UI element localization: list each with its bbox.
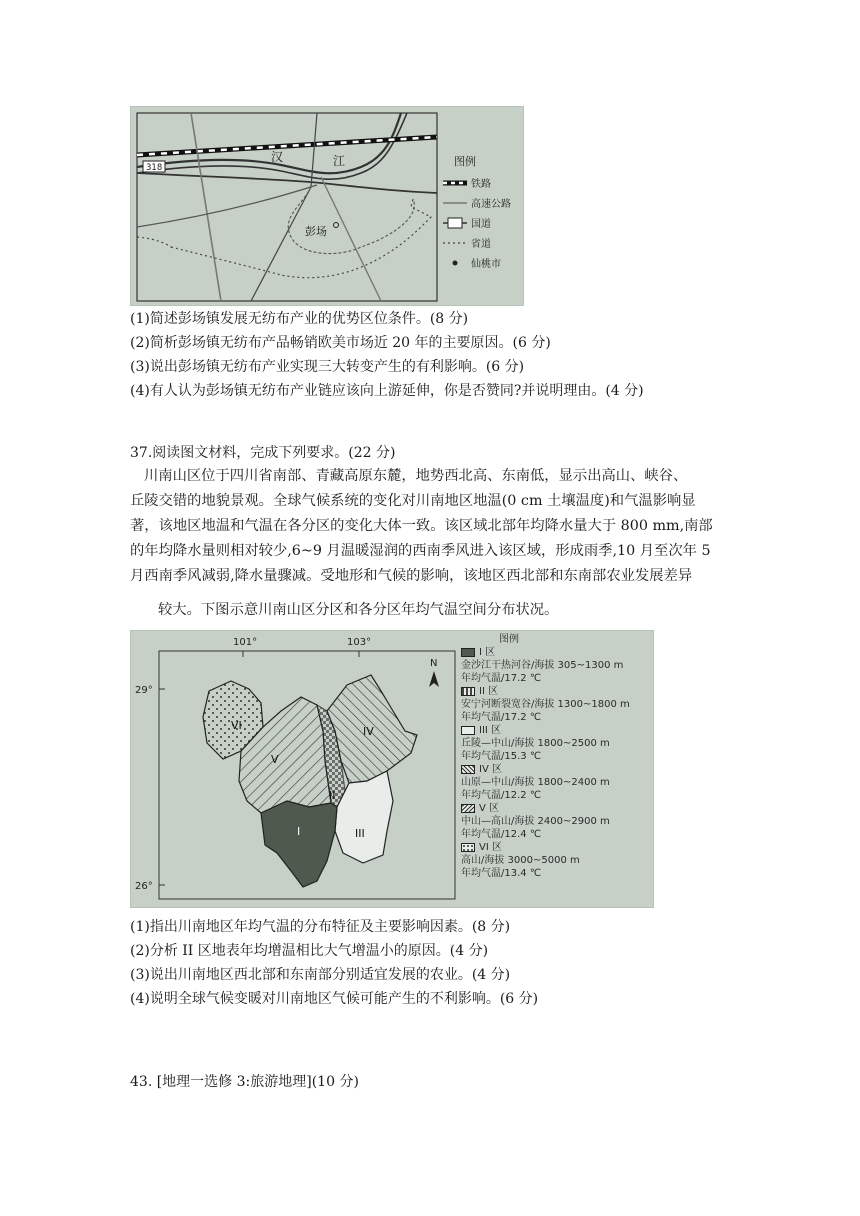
- road-ns: [251, 113, 317, 301]
- legend-item-vi-desc: 高山/海拔 3000~5000 m: [461, 855, 580, 866]
- legend-item-v-name: V 区: [479, 803, 500, 814]
- q37-line-5: 月西南季风减弱,降水量骤减。受地形和气候的影响，该地区西北部和东南部农业发展差异: [130, 568, 693, 584]
- q37-line-4: 的年均降水量则相对较少,6~9 月温暖湿润的西南季风进入该区域，形成雨季,10 月至次年 5: [130, 543, 711, 559]
- han-label: 汉: [271, 150, 284, 164]
- legend-item-vi-name: VI 区: [479, 842, 502, 853]
- legend-item-vi: [461, 841, 651, 880]
- legend-highway-label: 高速公路: [471, 199, 511, 210]
- q37-question-4: (4)说明全球气候变暖对川南地区气候可能产生的不利影响。(6 分): [130, 991, 539, 1007]
- town-boundary: [288, 187, 414, 254]
- legend-highway: [443, 197, 511, 210]
- legend-item-iii: [461, 724, 651, 763]
- q37-heading: 37.阅读图文材料，完成下列要求。(22 分): [130, 445, 396, 461]
- legend-railway-label: 铁路: [471, 179, 491, 190]
- q37-question-2: (2)分析 II 区地表年均增温相比大气增温小的原因。(4 分): [130, 943, 489, 959]
- provincial-road: [171, 199, 431, 278]
- q37-question-1: (1)指出川南地区年均气温的分布特征及主要影响因素。(8 分): [130, 919, 511, 935]
- legend-item-i: [461, 646, 651, 685]
- legend-item-ii-temp: 年均气温/17.2 ℃: [461, 712, 542, 723]
- legend-item-ii-name: II 区: [479, 686, 499, 697]
- swatch-ii: [461, 687, 475, 696]
- q37-question-3: (3)说出川南地区西北部和东南部分别适宜发展的农业。(4 分): [130, 967, 511, 983]
- legend-provincial-road: [443, 237, 491, 250]
- lon-label-101: 101°: [233, 637, 258, 648]
- legend-city: [453, 257, 502, 270]
- legend-item-v: [461, 802, 651, 841]
- q37-line-3: 著，该地区地温和气温在各分区的变化大体一致。该区域北部年均降水量大于 800 mm,南部: [130, 518, 713, 534]
- map2-legend: [461, 633, 651, 880]
- legend-provincial-road-label: 省道: [471, 239, 491, 250]
- region-label-iv: IV: [363, 725, 374, 738]
- north-arrow: [429, 671, 439, 687]
- national-road: [137, 173, 437, 193]
- region-label-i: I: [297, 825, 301, 838]
- swatch-vi: [461, 843, 475, 852]
- q36-question-2: (2)简析彭场镇无纺布产品畅销欧美市场近 20 年的主要原因。(6 分): [130, 335, 551, 351]
- road-west: [137, 185, 317, 227]
- legend-item-vi-temp: 年均气温/13.4 ℃: [461, 868, 542, 879]
- legend-railway: [443, 177, 491, 190]
- legend-national-road: [443, 217, 491, 230]
- legend-item-iv: [461, 763, 651, 802]
- legend-item-iv-name: IV 区: [479, 764, 502, 775]
- swatch-i: [461, 648, 475, 657]
- map-figure-pengchang: [130, 106, 524, 306]
- swatch-v: [461, 804, 475, 813]
- legend-item-iii-name: III 区: [479, 725, 502, 736]
- region-label-iii: III: [355, 827, 365, 840]
- legend-item-iv-temp: 年均气温/12.2 ℃: [461, 790, 542, 801]
- road-number-label: 318: [146, 163, 163, 173]
- map-pengchang-svg: [131, 107, 523, 305]
- swatch-iv: [461, 765, 475, 774]
- q37-paragraph: [130, 464, 730, 589]
- legend-national-road-label: 国道: [471, 219, 491, 230]
- legend-title: 图例: [454, 155, 476, 168]
- highway-2: [321, 177, 381, 301]
- region-label-v: V: [271, 753, 279, 766]
- legend-item-i-name: I 区: [479, 647, 496, 658]
- q36-question-1: (1)简述彭场镇发展无纺布产业的优势区位条件。(8 分): [130, 311, 469, 327]
- legend-item-v-desc: 中山—高山/海拔 2400~2900 m: [461, 816, 610, 827]
- q37-paragraph-tail: 较大。下图示意川南山区分区和各分区年均气温空间分布状况。: [158, 602, 559, 618]
- highway-1: [191, 113, 221, 301]
- legend-item-i-desc: 金沙江干热河谷/海拔 305~1300 m: [461, 660, 624, 671]
- legend-item-iv-desc: 山原—中山/海拔 1800~2400 m: [461, 777, 610, 788]
- region-label-vi: VI: [231, 719, 242, 732]
- legend-item-iii-desc: 丘陵—中山/海拔 1800~2500 m: [461, 738, 610, 749]
- legend-city-label: 仙桃市: [471, 259, 501, 270]
- region-i: [261, 801, 337, 887]
- jiang-label: 江: [333, 154, 346, 168]
- swatch-iii: [461, 726, 475, 735]
- north-label: N: [430, 658, 438, 669]
- map-figure-sichuan-south: [130, 630, 654, 908]
- q36-question-3: (3)说出彭场镇无纺布产业实现三大转变产生的有利影响。(6 分): [130, 359, 525, 375]
- q36-question-4: (4)有人认为彭场镇无纺布产业链应该向上游延伸，你是否赞同?并说明理由。(4 分): [130, 383, 644, 399]
- town-label: 彭场: [305, 225, 327, 238]
- legend-item-ii-desc: 安宁河断裂宽谷/海拔 1300~1800 m: [461, 699, 630, 710]
- map2-legend-title: 图例: [499, 634, 519, 645]
- lat-label-26: 26°: [135, 881, 153, 892]
- legend-item-v-temp: 年均气温/12.4 ℃: [461, 829, 542, 840]
- legend-item-ii: [461, 685, 651, 724]
- legend-item-i-temp: 年均气温/17.2 ℃: [461, 673, 542, 684]
- region-label-ii: II: [329, 789, 336, 802]
- q43-heading: 43. [地理一选修 3:旅游地理](10 分): [130, 1074, 359, 1090]
- town-marker: [334, 223, 339, 228]
- legend-item-iii-temp: 年均气温/15.3 ℃: [461, 751, 542, 762]
- lat-label-29: 29°: [135, 685, 153, 696]
- lon-label-103: 103°: [347, 637, 372, 648]
- q37-line-2: 丘陵交错的地貌景观。全球气候系统的变化对川南地区地温(0 cm 土壤温度)和气温影响显: [130, 493, 696, 509]
- q37-line-1: 川南山区位于四川省南部、青藏高原东麓，地势西北高、东南低，显示出高山、峡谷、: [144, 468, 688, 484]
